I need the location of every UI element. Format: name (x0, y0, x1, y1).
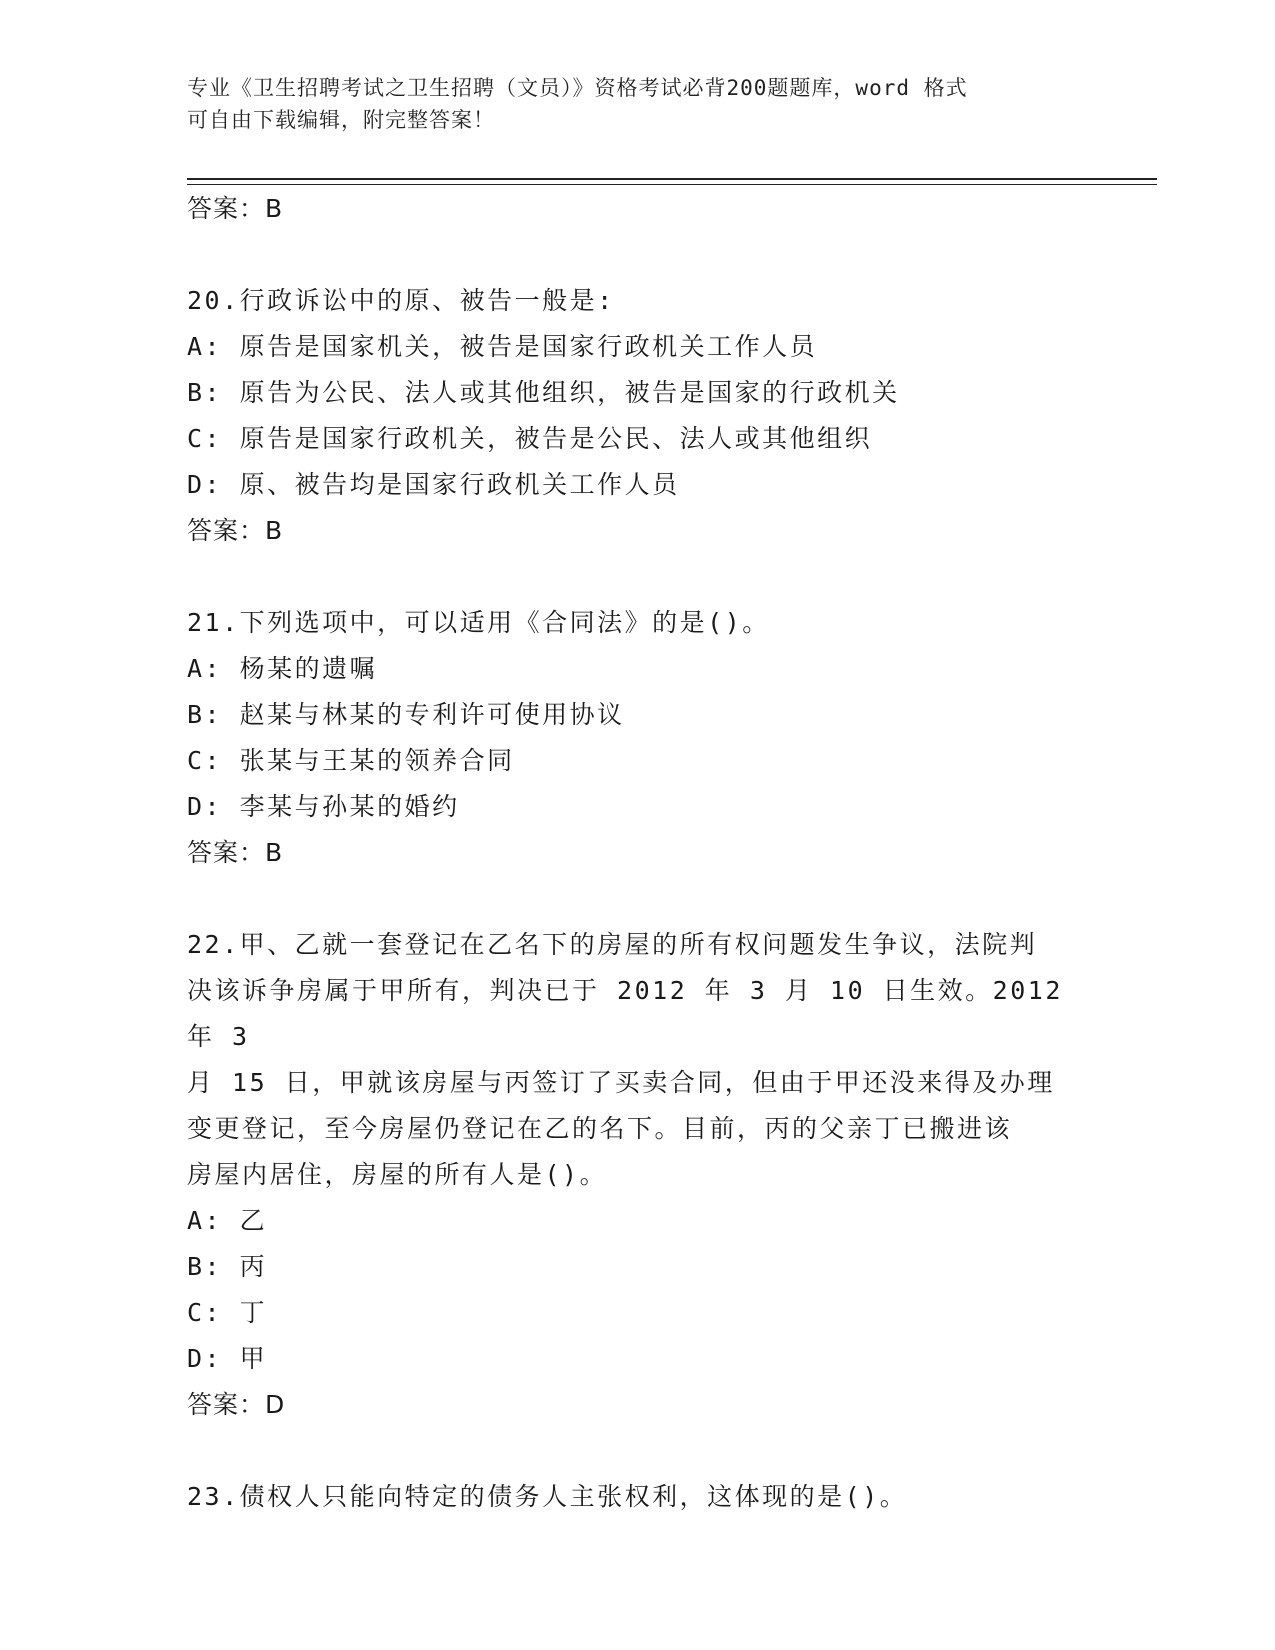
option-d: D: 原、被告均是国家行政机关工作人员 (187, 470, 680, 499)
question-22 (187, 922, 1087, 1428)
answer-line: 答案：B (187, 194, 284, 223)
header-divider (187, 178, 1157, 185)
option-b: B: 赵某与林某的专利许可使用协议 (187, 700, 625, 729)
question-stem-line: 变更登记，至今房屋仍登记在乙的名下。目前，丙的父亲丁已搬进该 (187, 1114, 1013, 1143)
option-a: A: 乙 (187, 1206, 268, 1235)
question-stem: 23.债权人只能向特定的债务人主张权利，这体现的是()。 (187, 1482, 908, 1511)
option-a: A: 原告是国家机关，被告是国家行政机关工作人员 (187, 332, 818, 361)
answer-line: 答案：B (187, 516, 284, 545)
document-body (187, 186, 1087, 1520)
question-stem-line: 22.甲、乙就一套登记在乙名下的房屋的所有权问题发生争议，法院判 (187, 930, 1038, 959)
question-stem: 21.下列选项中，可以适用《合同法》的是()。 (187, 608, 770, 637)
question-stem: 20.行政诉讼中的原、被告一般是: (187, 286, 615, 315)
answer-line: 答案：B (187, 838, 284, 867)
question-21 (187, 600, 1087, 876)
question-23 (187, 1474, 1087, 1520)
question-20 (187, 278, 1087, 554)
option-a: A: 杨某的遗嘱 (187, 654, 378, 683)
header-title-line-1: 专业《卫生招聘考试之卫生招聘（文员）》资格考试必背200题题库，word 格式 (187, 76, 968, 100)
option-c: C: 张某与王某的领养合同 (187, 746, 515, 775)
question-stem-line: 决该诉争房属于甲所有，判决已于 2012 年 3 月 10 日生效。2012 年 3 (187, 976, 1063, 1051)
option-b: B: 丙 (187, 1252, 268, 1281)
document-header (187, 72, 1087, 136)
question-stem-line: 月 15 日，甲就该房屋与丙签订了买卖合同，但由于甲还没来得及办理 (187, 1068, 1055, 1097)
header-title-line-2: 可自由下载编辑，附完整答案！ (187, 108, 495, 132)
question-stem-line: 房屋内居住，房屋的所有人是()。 (187, 1160, 608, 1189)
option-d: D: 李某与孙某的婚约 (187, 792, 460, 821)
option-b: B: 原告为公民、法人或其他组织，被告是国家的行政机关 (187, 378, 900, 407)
option-c: C: 原告是国家行政机关，被告是公民、法人或其他组织 (187, 424, 873, 453)
answer-line: 答案：D (187, 1390, 286, 1419)
option-d: D: 甲 (187, 1344, 268, 1373)
option-c: C: 丁 (187, 1298, 268, 1327)
